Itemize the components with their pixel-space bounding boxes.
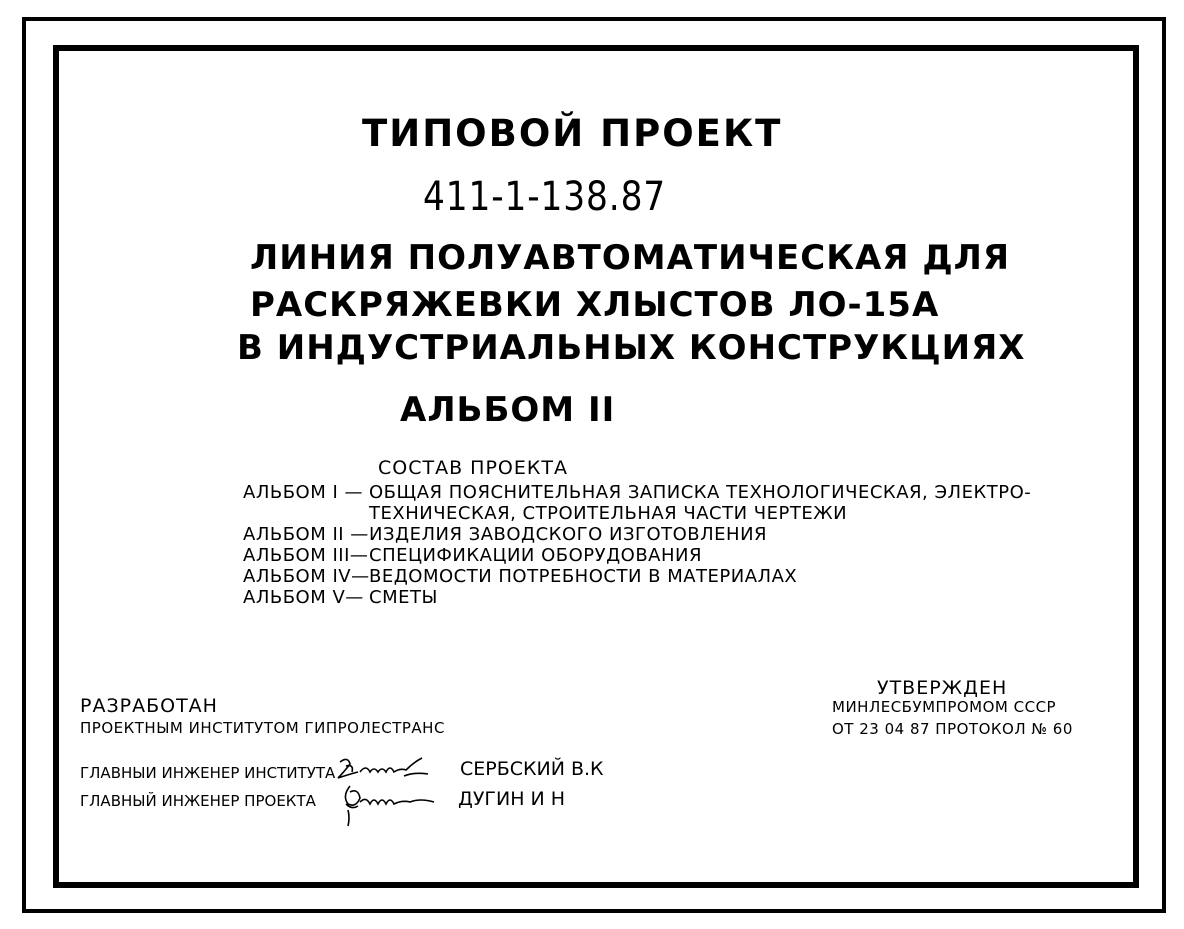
composition-item-1 — [243, 483, 1031, 503]
album-label: АЛЬБОМ III— — [243, 545, 369, 566]
composition-item-5 — [243, 588, 438, 608]
project-name-line-2: РАСКРЯЖЕВКИ ХЛЫСТОВ ЛО-15А — [250, 285, 940, 325]
document-title: ТИПОВОЙ ПРОЕКТ — [362, 112, 783, 155]
album-description: СМЕТЫ — [369, 587, 438, 608]
approval-details: ОТ 23 04 87 ПРОТОКОЛ № 60 — [832, 720, 1073, 738]
signatory-name-2: ДУГИН И Н — [458, 788, 566, 810]
composition-item-4 — [243, 567, 797, 587]
signatory-role-1: ГЛАВНЫИ ИНЖЕНЕР ИНСТИТУТА — [80, 764, 336, 782]
composition-item-2 — [243, 525, 767, 545]
project-name-line-1: ЛИНИЯ ПОЛУАВТОМАТИЧЕСКАЯ ДЛЯ — [250, 238, 1011, 278]
signatory-role-2: ГЛАВНЫЙ ИНЖЕНЕР ПРОЕКТА — [80, 792, 316, 810]
project-number: 411-1-138.87 — [423, 174, 667, 220]
album-label: АЛЬБОМ V— — [243, 587, 364, 608]
project-name-line-3: В ИНДУСТРИАЛЬНЫХ КОНСТРУКЦИЯХ — [237, 328, 1026, 368]
album-description: ВЕДОМОСТИ ПОТРЕБНОСТИ В МАТЕРИАЛАХ — [369, 566, 798, 587]
album-label: АЛЬБОМ I — — [243, 482, 363, 503]
album-number: АЛЬБОМ II — [400, 390, 616, 430]
album-label: АЛЬБОМ II — — [243, 524, 369, 545]
composition-item-3 — [243, 546, 702, 566]
album-label: АЛЬБОМ IV— — [243, 566, 370, 587]
signature-2 — [336, 780, 446, 830]
approved-by: МИНЛЕСБУМПРОМОМ СССР — [832, 698, 1057, 716]
album-description: ОБЩАЯ ПОЯСНИТЕЛЬНАЯ ЗАПИСКА ТЕХНОЛОГИЧЕСКАЯ, ЭЛЕКТРО- — [369, 482, 1032, 503]
developed-by: ПРОЕКТНЫМ ИНСТИТУТОМ ГИПРОЛЕСТРАНС — [80, 719, 445, 737]
composition-item-1-continued: ТЕХНИЧЕСКАЯ, СТРОИТЕЛЬНАЯ ЧАСТИ ЧЕРТЕЖИ — [369, 503, 848, 524]
signatory-name-1: СЕРБСКИЙ В.К — [460, 758, 604, 780]
album-description: СПЕЦИФИКАЦИИ ОБОРУДОВАНИЯ — [369, 545, 703, 566]
approved-heading: УТВЕРЖДЕН — [877, 677, 1008, 699]
composition-heading: СОСТАВ ПРОЕКТА — [378, 457, 568, 479]
developed-heading: РАЗРАБОТАН — [80, 695, 218, 717]
album-description: ИЗДЕЛИЯ ЗАВОДСКОГО ИЗГОТОВЛЕНИЯ — [369, 524, 768, 545]
